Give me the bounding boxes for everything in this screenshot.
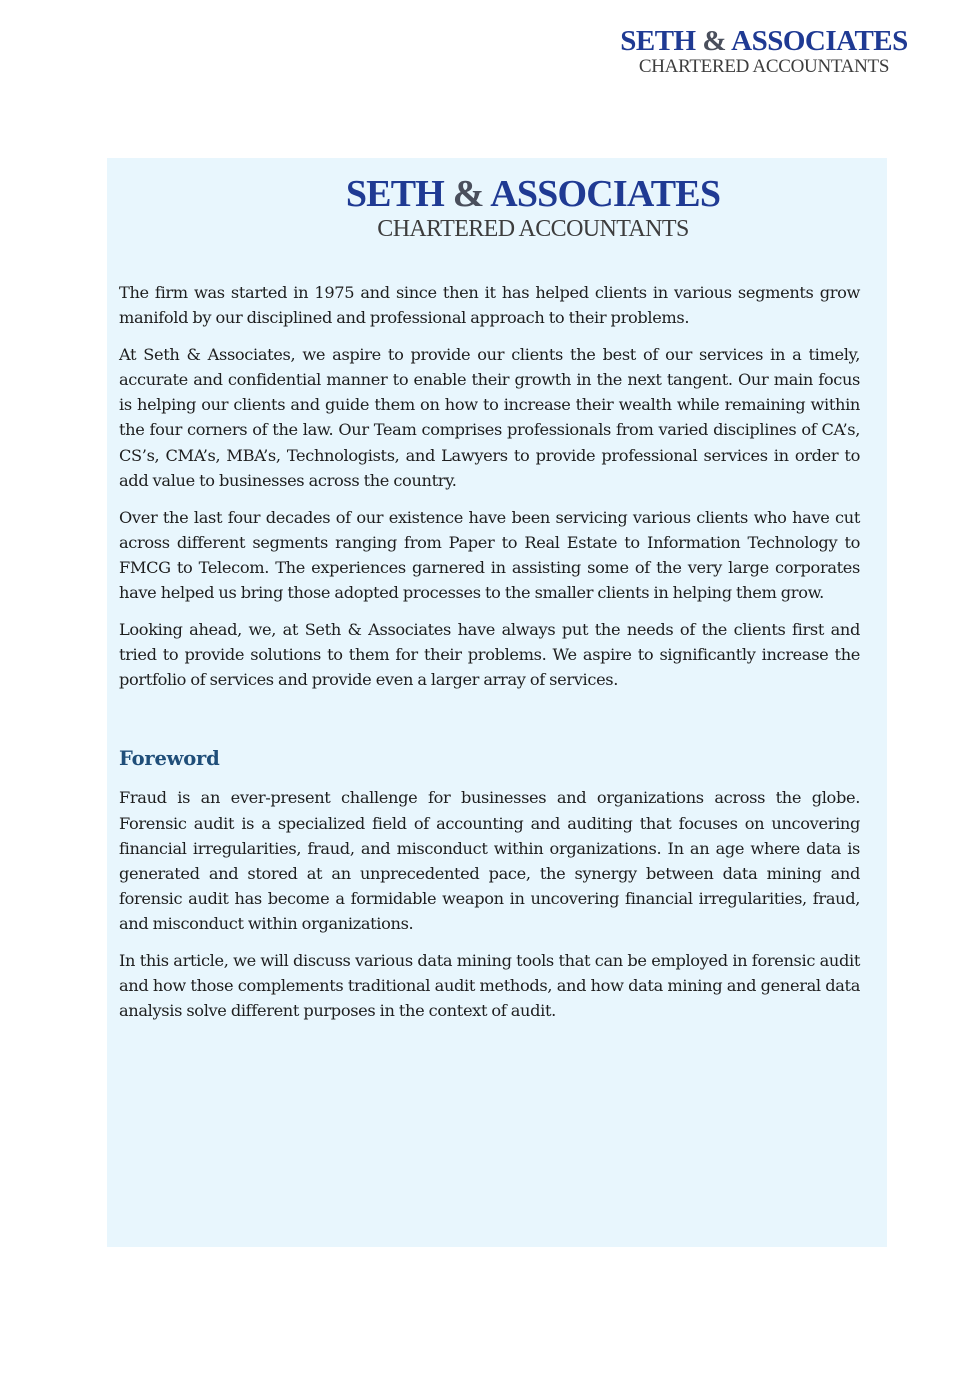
- article-body: [119, 280, 860, 1035]
- intro-paragraph-2: At Seth & Associates, we aspire to provide our clients the best of our services in a timely, accurate and confidential manner to enable their growth in the next tangent. Our main focus is helping our clients and guide them on how to increase their wealth while remaining within the four corners of the law. Our Team comprises professionals from varied disciplines of CA’s, CS’s, CMA’s, MBA’s, Technologists, and Lawyers to provide professional services in order to add value to businesses across the country.: [119, 345, 860, 490]
- header-firm-subtitle: CHARTERED ACCOUNTANTS: [638, 56, 890, 77]
- content-panel: [107, 158, 887, 1247]
- intro-paragraph-1: The firm was started in 1975 and since then it has helped clients in various segments grow manifold by our disciplined and professional approach to their problems.: [119, 283, 860, 328]
- intro-paragraph-4: Looking ahead, we, at Seth & Associates have always put the needs of the clients first and tried to provide solutions to them for their problems. We aspire to significantly increase the portfolio of services and provide even a larger array of services.: [119, 620, 860, 690]
- foreword-paragraph-2: In this article, we will discuss various data mining tools that can be employed in forensic audit and how those complements traditional audit methods, and how data mining and general data analysis solve different purposes in the context of audit.: [119, 950, 860, 1021]
- header-logo: [614, 26, 914, 78]
- foreword-heading: Foreword: [119, 747, 220, 771]
- panel-ampersand: &: [452, 173, 484, 215]
- panel-firm-name: SETH & ASSOCIATES: [345, 173, 721, 215]
- intro-paragraph-3: Over the last four decades of our existence have been servicing various clients who have cut across different segments ranging from Paper to Real Estate to Information Technology to FMCG to Telecom. The experiences garnered in assisting some of the very large corporates have helped us bring those adopted processes to the smaller clients in helping them grow.: [119, 507, 860, 603]
- header-firm-name: SETH & ASSOCIATES: [620, 25, 908, 57]
- panel-logo: [107, 174, 887, 244]
- header-ampersand: &: [702, 25, 727, 57]
- foreword-paragraph-1: Fraud is an ever-present challenge for businesses and organizations across the globe. Forensic audit is a specialized field of accounting and auditing that focuses on uncovering financial irregularities, fraud, and misconduct within organizations. In an age where data is generated and stored at an unprecedented pace, the synergy between data mining and forensic audit has become a formidable weapon in uncovering financial irregularities, fraud, and misconduct within organizations.: [119, 788, 860, 933]
- panel-firm-subtitle: CHARTERED ACCOUNTANTS: [377, 216, 689, 242]
